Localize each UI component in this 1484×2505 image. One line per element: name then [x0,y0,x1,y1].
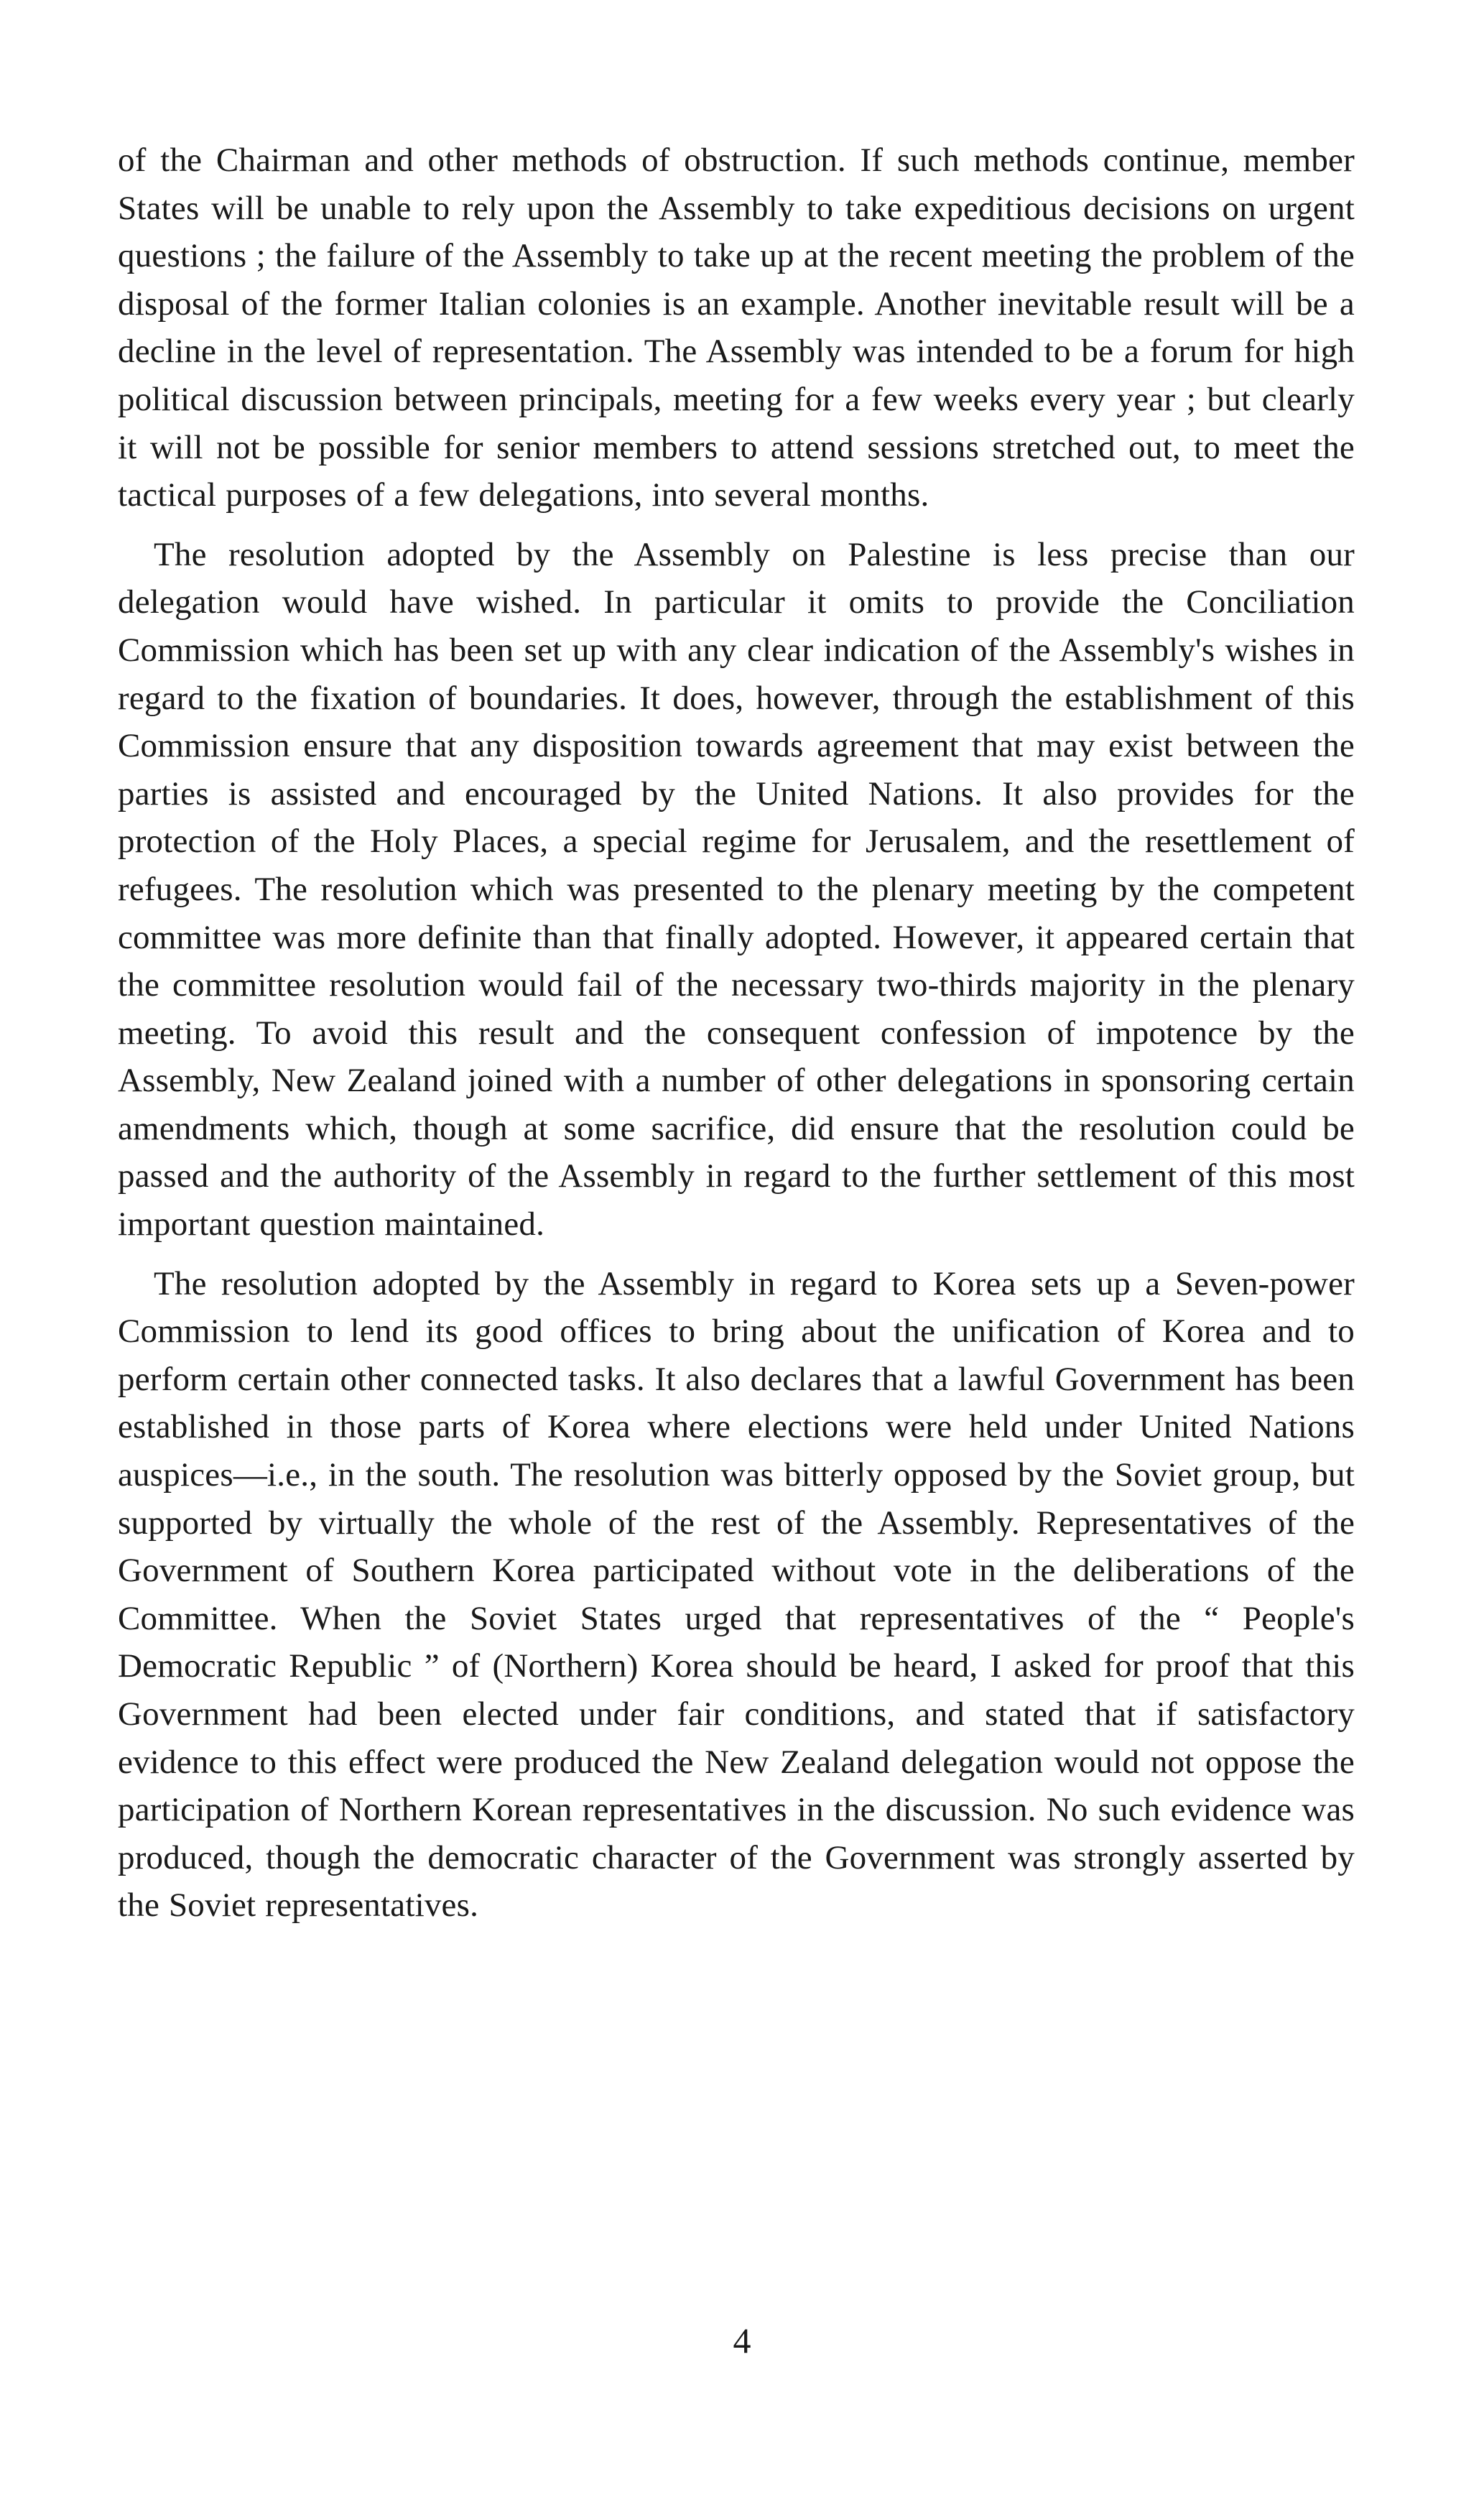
page-number: 4 [733,2320,751,2361]
paragraph-continuation: of the Chairman and other methods of obstruction. If such methods continue, member States will be unable to rely upon the Assembly to take expeditious decisions on urgent questions ; the failure of the Assembly to take up at the recent meeting the problem of the disposal of the former Italian colonies is an example. Another inevitable result will be a decline in the level of representation. The Assembly was intended to be a forum for high political discussion between principals, meeting for a few weeks every year ; but clearly it will not be possible for senior members to attend sessions stretched out, to meet the tactical purposes of a few delegations, into several months. [118,142,1355,514]
paragraph-palestine: The resolution adopted by the Assembly on Palestine is less precise than our delegation would have wished. In particular it omits to provide the Conciliation Commission which has been set up with any clear indication of the Assembly's wishes in regard to the fixation of boundaries. It does, however, through the establishment of this Commission ensure that any disposition towards agreement that may exist between the parties is assisted and encouraged by the United Nations. It also provides for the protection of the Holy Places, a special regime for Jerusalem, and the resettlement of refugees. The resolution which was presented to the plenary meeting by the competent committee was more definite than that finally adopted. However, it appeared certain that the committee resolution would fail of the necessary two-thirds majority in the plenary meeting. To avoid this result and the consequent confession of impotence by the Assembly, New Zealand joined with a number of other delegations in sponsoring certain amendments which, though at some sacrifice, did ensure that the resolution could be passed and the authority of the Assembly in regard to the further settlement of this most important question maintained. [118,535,1355,1244]
document-page [118,136,1355,1930]
paragraph-korea: The resolution adopted by the Assembly in regard to Korea sets up a Seven-power Commission to lend its good offices to bring about the unification of Korea and to perform certain other connected tasks. It also declares that a lawful Government has been established in those parts of Korea where elections were held under United Nations auspices—i.e., in the south. The resolution was bitterly opposed by the Soviet group, but supported by virtually the whole of the rest of the Assembly. Representatives of the Government of Southern Korea participated without vote in the deliberations of the Committee. When the Soviet States urged that representatives of the “ People's Democratic Republic ” of (Northern) Korea should be heard, I asked for proof that this Government had been elected under fair conditions, and stated that if satisfactory evidence to this effect were produced the New Zealand delegation would not oppose the participation of Northern Korean representatives in the discussion. No such evidence was produced, though the democratic character of the Government was strongly asserted by the Soviet representatives. [118,1264,1355,1925]
